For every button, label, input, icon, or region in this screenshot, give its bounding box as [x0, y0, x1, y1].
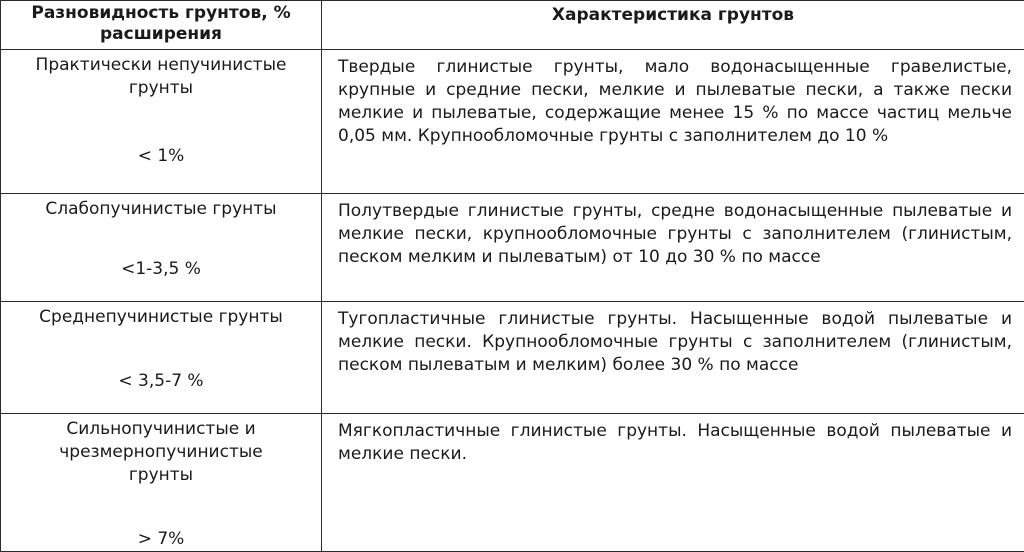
header-soil-characteristics: Характеристика грунтов: [322, 1, 1024, 50]
soil-type-name: Практически непучинистые грунты: [1, 50, 321, 100]
expansion-percent: <1-3,5 %: [1, 258, 321, 281]
soil-type-name: Сильнопучинистые и чрезмернопучинистые грунты: [1, 414, 321, 487]
header-soil-type: Разновидность грунтов, % расширения: [1, 1, 322, 50]
soil-type-name: Слабопучинистые грунты: [1, 194, 321, 221]
table-row: [1, 50, 1024, 194]
soil-description: Тугопластичные глинистые грунты. Насыщенные водой пылеватые и мелкие пески. Крупнообломочные грунты с заполнителем (глинистым, песком пылеватым и мелким) более 30 % по массе: [338, 308, 1012, 377]
soil-description-cell: [322, 302, 1024, 414]
soil-type-cell: [1, 302, 322, 414]
soil-description-cell: [322, 414, 1024, 552]
expansion-percent: < 1%: [1, 145, 321, 168]
expansion-percent: > 7%: [1, 528, 321, 551]
table-row: [1, 194, 1024, 302]
expansion-percent: < 3,5-7 %: [1, 370, 321, 393]
table-row: [1, 302, 1024, 414]
table-row: [1, 414, 1024, 552]
soil-description-cell: [322, 50, 1024, 194]
soil-type-cell: [1, 414, 322, 552]
soil-type-cell: [1, 50, 322, 194]
soil-description-cell: [322, 194, 1024, 302]
soil-description: Полутвердые глинистые грунты, средне водонасыщенные пылеватые и мелкие пески, крупнообломочные грунты с заполнителем (глинистым, песком мелким и пылеватым) от 10 до 30 % по массе: [338, 200, 1012, 269]
soil-type-cell: [1, 194, 322, 302]
table-header-row: [1, 1, 1024, 50]
soil-description: Твердые глинистые грунты, мало водонасыщенные гравелистые, крупные и средние пески, мелкие и пылеватые пески, а также пески мелкие и пылеватые, содержащие менее 15 % по массе частиц мельче 0,05 мм. Крупнообломочные грунты с заполнителем до 10 %: [338, 56, 1012, 148]
soil-type-name: Среднепучинистые грунты: [1, 302, 321, 329]
soil-description: Мягкопластичные глинистые грунты. Насыщенные водой пылеватые и мелкие пески.: [338, 420, 1012, 466]
